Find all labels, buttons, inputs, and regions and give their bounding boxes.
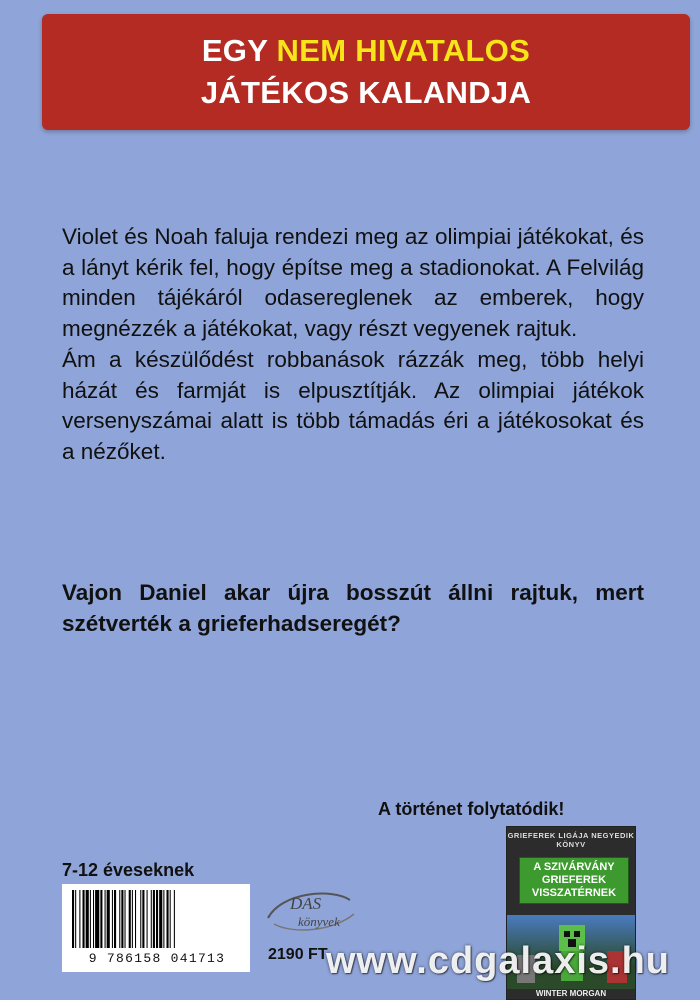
- watermark: www.cdgalaxis.hu: [326, 940, 671, 982]
- banner-prefix: EGY: [201, 33, 277, 68]
- title-banner: [42, 14, 690, 130]
- series-continues-label: A történet folytatódik!: [378, 799, 565, 819]
- publisher-logo: [262, 884, 362, 940]
- blurb-paragraph-1: Violet és Noah faluja rendezi meg az olimpiai játékokat, és a lányt kérik fel, hogy építse meg a stadionokat. A Felvilág minden tájékáról odasereglenek az emberek, hogy megnézzék a játékokat, vagy részt vegyenek rajtuk.: [62, 224, 644, 342]
- banner-line-1: [202, 30, 530, 72]
- banner-line-2: JÁTÉKOS KALANDJA: [200, 75, 532, 110]
- barcode-bars: [70, 890, 242, 950]
- next-book-author: WINTER MORGAN: [535, 989, 607, 998]
- publisher-name: DAS: [290, 894, 322, 913]
- next-book-series: GRIEFEREK LIGÁJA NEGYEDIK KÖNYV: [507, 831, 635, 849]
- price-label: 2190 FT: [268, 946, 328, 963]
- blurb-paragraph-2: Ám a készülődést robbanások rázzák meg, több helyi házát és farmját is elpusztítják. Az olimpiai játékok versenyszámai alatt is több támadás éri a játékosokat és a nézőket.: [62, 346, 644, 464]
- publisher-subtitle: könyvek: [298, 914, 340, 929]
- blurb-text: [62, 222, 644, 468]
- banner-highlight: NEM HIVATALOS: [276, 33, 531, 68]
- isbn-number: 9 786158 041713: [66, 951, 248, 966]
- age-range-label: 7-12 éveseknek: [62, 860, 195, 880]
- teaser-question: Vajon Daniel akar újra bosszút állni rajtuk, mert szétverték a grieferhadseregét?: [62, 580, 644, 636]
- next-book-title: A SZIVÁRVÁNY GRIEFEREK VISSZATÉRNEK: [519, 857, 629, 904]
